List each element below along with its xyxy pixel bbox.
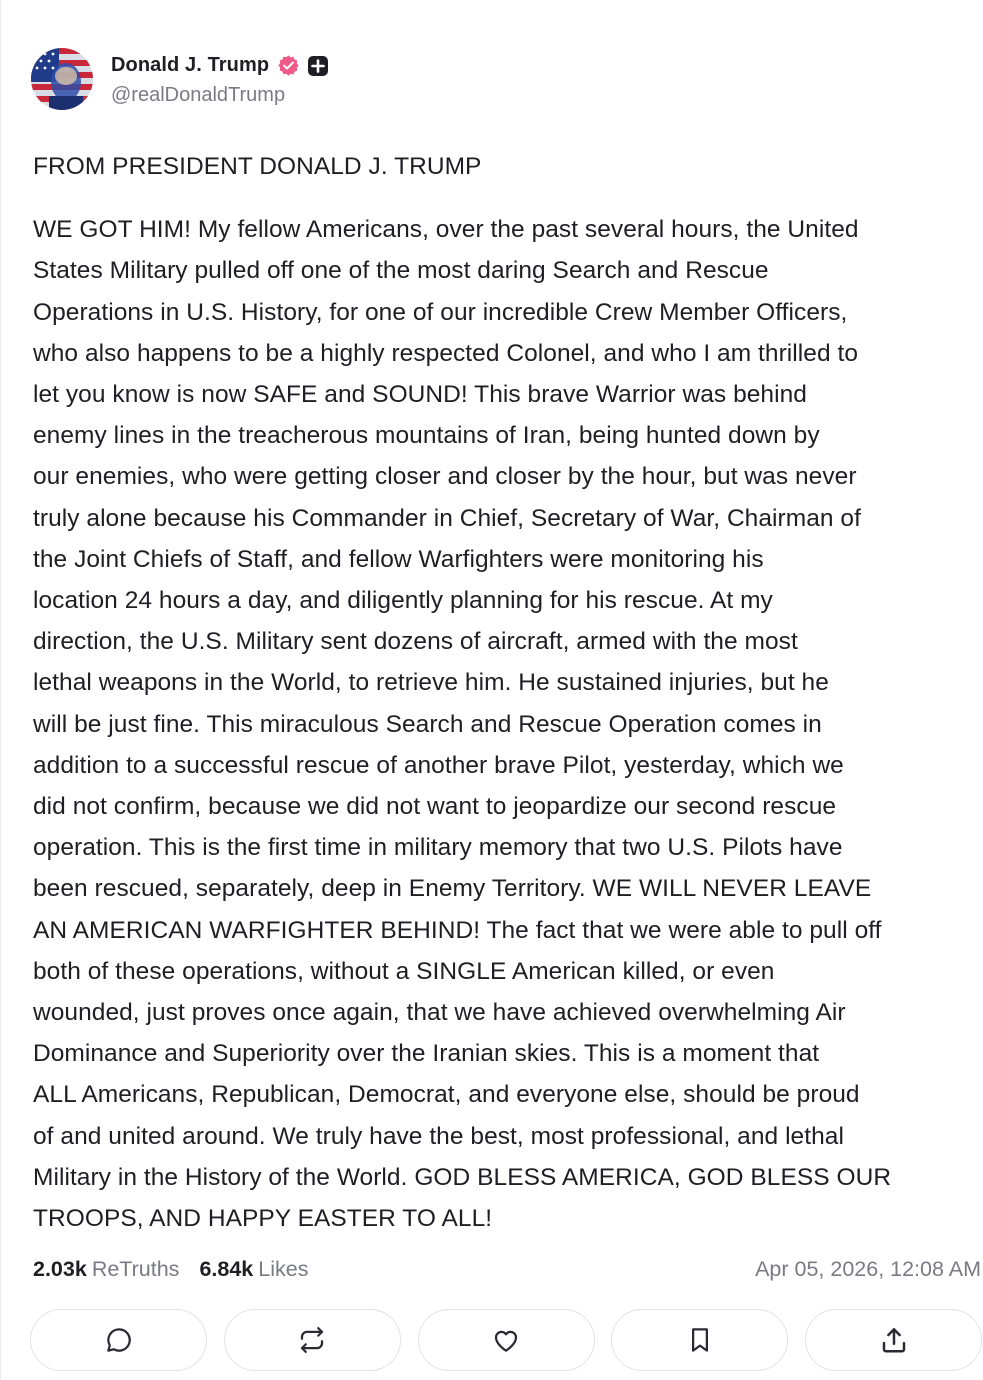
post-body: [33, 146, 981, 1239]
display-name[interactable]: Donald J. Trump: [111, 54, 270, 76]
post-line: direction, the U.S. Military sent dozens of aircraft, armed with the most: [33, 628, 798, 656]
post-timestamp[interactable]: Apr 05, 2026, 12:08 AM: [755, 1256, 981, 1281]
retruths-label: ReTruths: [91, 1256, 180, 1281]
post-line: addition to a successful rescue of another brave Pilot, yesterday, which we: [33, 751, 844, 779]
post-stats: [33, 1252, 981, 1286]
reply-icon: [104, 1325, 134, 1355]
post-line: operation. This is the first time in military memory that two U.S. Pilots have: [33, 834, 843, 862]
post-line: WE GOT HIM! My fellow Americans, over the past several hours, the United: [33, 216, 859, 244]
author-handle[interactable]: @realDonaldTrump: [111, 83, 286, 106]
post-line: been rescued, separately, deep in Enemy Territory. WE WILL NEVER LEAVE: [33, 875, 872, 903]
post-line: who also happens to be a highly respected Colonel, and who I am thrilled to: [33, 339, 859, 367]
post-line: truly alone because his Commander in Chief, Secretary of War, Chairman of: [33, 504, 861, 532]
post-line: our enemies, who were getting closer and closer by the hour, but was never: [33, 463, 857, 491]
bookmark-icon: [685, 1325, 715, 1355]
author-identity: [111, 52, 329, 107]
share-icon: [879, 1325, 909, 1355]
likes-stat[interactable]: [199, 1257, 308, 1282]
post-line: wounded, just proves once again, that we have achieved overwhelming Air: [33, 999, 846, 1027]
plus-badge-icon: [307, 55, 329, 77]
post-line: AN AMERICAN WARFIGHTER BEHIND! The fact that we were able to pull off: [33, 916, 882, 944]
post-line: Dominance and Superiority over the Iranian skies. This is a moment that: [33, 1040, 820, 1068]
post-line: the Joint Chiefs of Staff, and fellow Warfighters were monitoring his: [33, 545, 764, 573]
bookmark-button[interactable]: [611, 1309, 788, 1371]
post-line: enemy lines in the treacherous mountains of Iran, being hunted down by: [33, 422, 820, 450]
post-line: both of these operations, without a SINGLE American killed, or even: [33, 957, 775, 985]
like-button[interactable]: [418, 1309, 595, 1371]
post-line: did not confirm, because we did not want to jeopardize our second rescue: [33, 793, 837, 821]
post-line: Military in the History of the World. GOD BLESS AMERICA, GOD BLESS OUR: [33, 1163, 892, 1191]
post-heading: FROM PRESIDENT DONALD J. TRUMP: [33, 153, 482, 180]
action-bar: [30, 1309, 982, 1373]
post-header: [31, 46, 329, 112]
verified-badge-icon: [277, 54, 300, 77]
retruths-stat[interactable]: [33, 1257, 179, 1282]
flag-portrait-avatar-icon: [31, 48, 93, 110]
likes-label: Likes: [258, 1256, 309, 1281]
post-line: location 24 hours a day, and diligently planning for his rescue. At my: [33, 587, 773, 615]
reply-button[interactable]: [30, 1309, 207, 1371]
post-line: of and united around. We truly have the best, most professional, and lethal: [33, 1122, 844, 1150]
avatar[interactable]: [31, 48, 93, 110]
share-button[interactable]: [805, 1309, 982, 1371]
post-line: will be just fine. This miraculous Search and Rescue Operation comes in: [33, 710, 822, 738]
name-row: [111, 52, 329, 80]
post-line: Operations in U.S. History, for one of our incredible Crew Member Officers,: [33, 298, 848, 326]
post-line: lethal weapons in the World, to retrieve him. He sustained injuries, but he: [33, 669, 829, 697]
retruths-count: 2.03k: [33, 1256, 87, 1281]
post-line: ALL Americans, Republican, Democrat, and everyone else, should be proud: [33, 1081, 860, 1109]
retruth-button[interactable]: [224, 1309, 401, 1371]
post-text: [33, 209, 981, 1239]
post-line: States Military pulled off one of the most daring Search and Rescue: [33, 257, 769, 285]
post-line: TROOPS, AND HAPPY EASTER TO ALL!: [33, 1205, 493, 1233]
retruth-icon: [297, 1325, 327, 1355]
like-icon: [491, 1325, 521, 1355]
likes-count: 6.84k: [199, 1256, 254, 1281]
post-line: let you know is now SAFE and SOUND! This brave Warrior was behind: [33, 381, 807, 409]
